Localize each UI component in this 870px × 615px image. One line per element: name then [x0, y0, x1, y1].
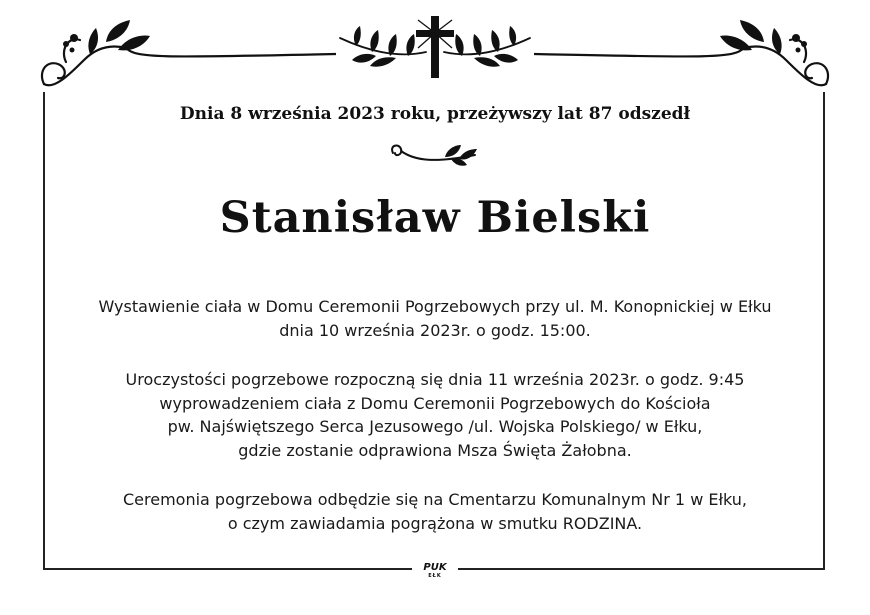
funeral-ceremony-paragraph [0, 368, 870, 462]
paragraph-line: dnia 10 września 2023r. o godz. 15:00. [279, 320, 591, 340]
paragraph-line: Uroczystości pogrzebowe rozpoczną się dnia 11 września 2023r. o godz. 9:45 [125, 370, 745, 389]
paragraph-line: Wystawienie ciała w Domu Ceremonii Pogrzebowych przy ul. M. Konopnickiej w Ełku [98, 297, 772, 316]
viewing-paragraph [0, 295, 870, 342]
paragraph-line: gdzie zostanie odprawiona Msza Święta Żałobna. [238, 440, 632, 460]
paragraph-line: wyprowadzeniem ciała z Domu Ceremonii Pogrzebowych do Kościoła [159, 393, 711, 413]
puk-elk-logo [418, 563, 452, 579]
burial-paragraph [0, 488, 870, 535]
floral-scroll-icon [534, 14, 834, 88]
death-announcement-headline: Dnia 8 września 2023 roku, przeżywszy lat 87 odszedł [179, 104, 691, 124]
paragraph-line: Ceremonia pogrzebowa odbędzie się na Cmentarzu Komunalnym Nr 1 w Ełku, [122, 490, 748, 509]
logo-sub-text: EŁK [428, 573, 442, 579]
leaf-branch-divider-icon [385, 141, 485, 167]
deceased-name: Stanisław Bielski [219, 193, 651, 243]
paragraph-line: pw. Najświętszego Serca Jezusowego /ul. Wojska Polskiego/ w Ełku, [167, 417, 703, 436]
floral-scroll-icon [36, 14, 336, 88]
logo-main-text: PUK [423, 562, 447, 573]
paragraph-line: o czym zawiadamia pogrążona w smutku RODZINA. [227, 513, 643, 533]
cross-with-laurel-icon [330, 12, 540, 82]
